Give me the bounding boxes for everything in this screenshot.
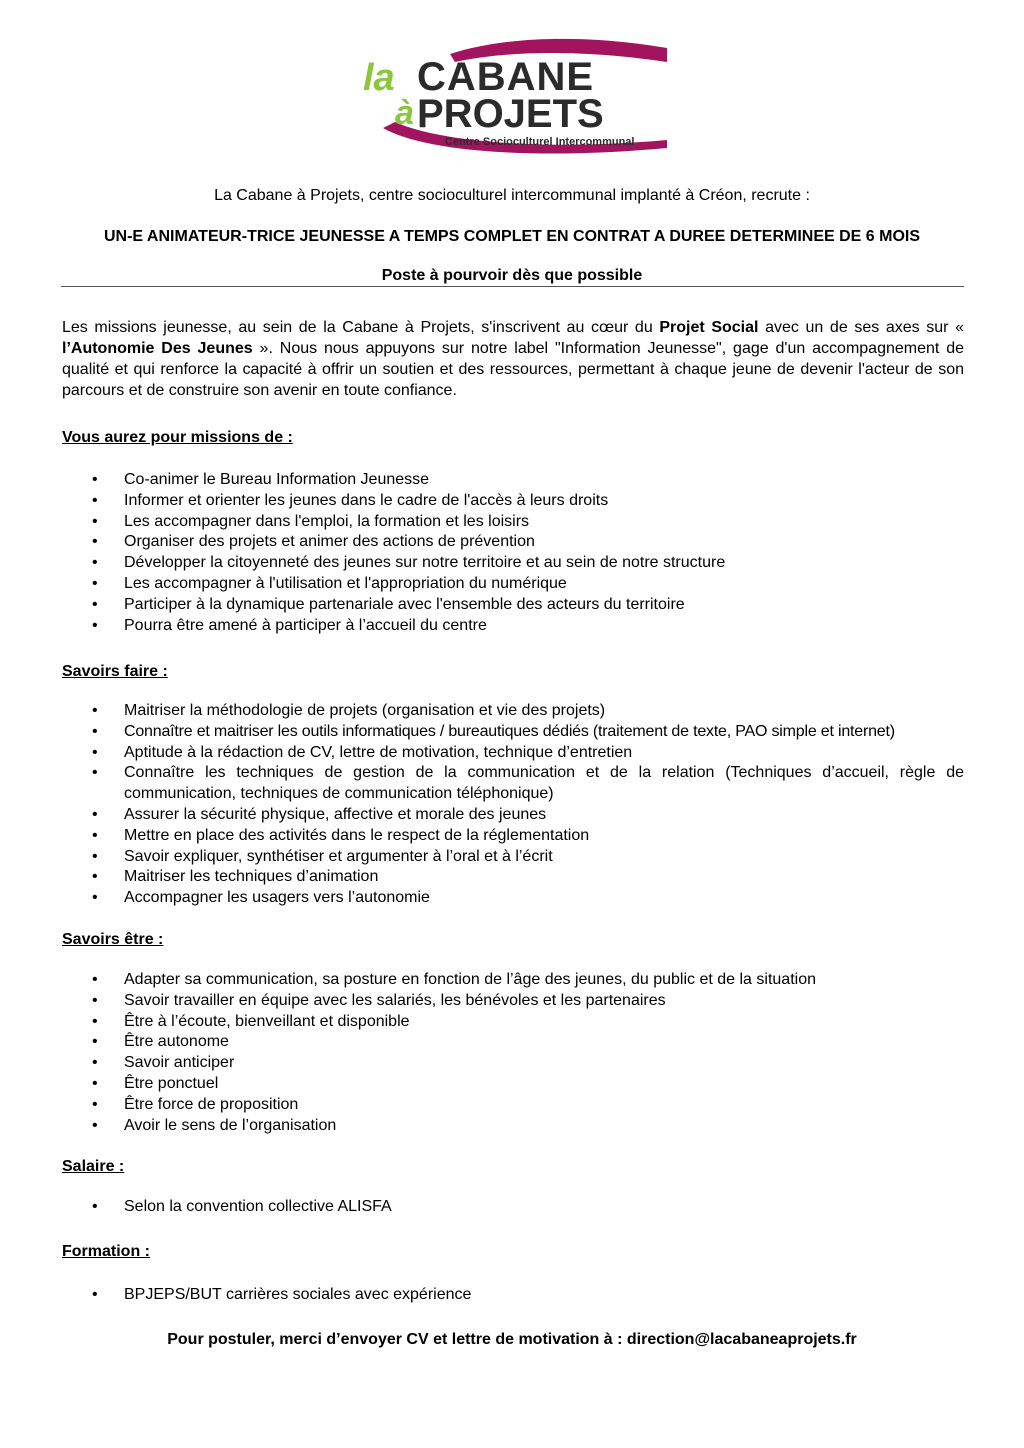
list-item: • Accompagner les usagers vers l’autonomie: [62, 888, 964, 909]
formation-heading: Formation :: [62, 1243, 150, 1260]
savoir-etre-list: [62, 970, 964, 1136]
paragraph-text-1: Les missions jeunesse, au sein de la Cabane à Projets, s'inscrivent au cœur du: [62, 319, 660, 336]
paragraph-bold-autonomie: l’Autonomie Des Jeunes: [62, 340, 253, 357]
savoir-etre-heading: Savoirs être :: [62, 931, 164, 948]
list-item: • Connaître et maitriser les outils informatiques / bureautiques dédiés (traitement de texte, PAO simple et internet): [62, 722, 964, 743]
job-title: UN-E ANIMATEUR-TRICE JEUNESSE A TEMPS COMPLET EN CONTRAT A DUREE DETERMINEE DE 6 MOIS: [103, 228, 921, 245]
list-item: • BPJEPS/BUT carrières sociales avec expérience: [62, 1285, 964, 1306]
svg-text:la: la: [363, 57, 395, 99]
intro-paragraph: [62, 317, 964, 401]
la-cabane-a-projets-logo: [355, 32, 670, 172]
list-item: • Connaître les techniques de gestion de la communication et de la relation (Techniques d’accueil, règle de communication, techniques de communication téléphonique): [62, 763, 964, 805]
paragraph-text-3: ». Nous nous appuyons sur notre label "Information Jeunesse", gage d'un accompagnement de qualité et qui renforce la capacité à offrir un soutien et des ressources, permettant à chaque jeune de devenir l'acteur de son parcours et de construire son avenir en toute confiance.: [62, 340, 965, 399]
list-item: • Mettre en place des activités dans le respect de la réglementation: [62, 826, 964, 847]
list-item: • Savoir travailler en équipe avec les salariés, les bénévoles et les partenaires: [62, 991, 964, 1012]
job-subtitle: Poste à pourvoir dès que possible: [381, 267, 643, 284]
list-item: • Maitriser la méthodologie de projets (organisation et vie des projets): [62, 701, 964, 722]
list-item: • Développer la citoyenneté des jeunes sur notre territoire et au sein de notre structure: [62, 553, 964, 574]
list-item: • Savoir expliquer, synthétiser et argumenter à l’oral et à l’écrit: [62, 847, 964, 868]
savoir-faire-list: [62, 701, 964, 909]
svg-text:PROJETS: PROJETS: [417, 92, 604, 136]
list-item: • Informer et orienter les jeunes dans le cadre de l'accès à leurs droits: [62, 491, 964, 512]
list-item: • Participer à la dynamique partenariale avec l'ensemble des acteurs du territoire: [62, 595, 964, 616]
salaire-list: [62, 1197, 964, 1218]
intro-line: La Cabane à Projets, centre socioculturel intercommunal implanté à Créon, recrute :: [214, 187, 810, 204]
salaire-heading: Salaire :: [62, 1158, 125, 1175]
list-item: • Les accompagner à l'utilisation et l'appropriation du numérique: [62, 574, 964, 595]
separator-line: [61, 286, 964, 287]
svg-text:à: à: [395, 94, 414, 132]
list-item: • Les accompagner dans l'emploi, la formation et les loisirs: [62, 512, 964, 533]
list-item: • Co-animer le Bureau Information Jeunesse: [62, 470, 964, 491]
list-item: • Être autonome: [62, 1032, 964, 1053]
missions-list: [62, 470, 964, 636]
savoir-faire-heading: Savoirs faire :: [62, 663, 168, 680]
list-item: • Être à l’écoute, bienveillant et disponible: [62, 1012, 964, 1033]
formation-list: [62, 1285, 964, 1306]
paragraph-text-2: avec un de ses axes sur «: [758, 319, 965, 336]
list-item: • Pourra être amené à participer à l’accueil du centre: [62, 616, 964, 637]
list-item: • Savoir anticiper: [62, 1053, 964, 1074]
missions-heading: Vous aurez pour missions de :: [62, 429, 293, 446]
list-item: • Avoir le sens de l’organisation: [62, 1116, 964, 1137]
list-item: • Maitriser les techniques d’animation: [62, 867, 964, 888]
svg-text:CABANE: CABANE: [417, 55, 595, 99]
list-item: • Assurer la sécurité physique, affective et morale des jeunes: [62, 805, 964, 826]
list-item: • Adapter sa communication, sa posture en fonction de l’âge des jeunes, du public et de la situation: [62, 970, 964, 991]
application-contact-line: Pour postuler, merci d’envoyer CV et lettre de motivation à : direction@lacabaneaprojets.fr: [167, 1331, 857, 1348]
list-item: • Organiser des projets et animer des actions de prévention: [62, 532, 964, 553]
paragraph-bold-projet-social: Projet Social: [659, 319, 759, 336]
svg-text:Centre Socioculturel Intercomm: Centre Socioculturel Intercommunal: [445, 136, 635, 148]
list-item: • Selon la convention collective ALISFA: [62, 1197, 964, 1218]
list-item: • Être ponctuel: [62, 1074, 964, 1095]
list-item: • Aptitude à la rédaction de CV, lettre de motivation, technique d’entretien: [62, 743, 964, 764]
list-item: • Être force de proposition: [62, 1095, 964, 1116]
